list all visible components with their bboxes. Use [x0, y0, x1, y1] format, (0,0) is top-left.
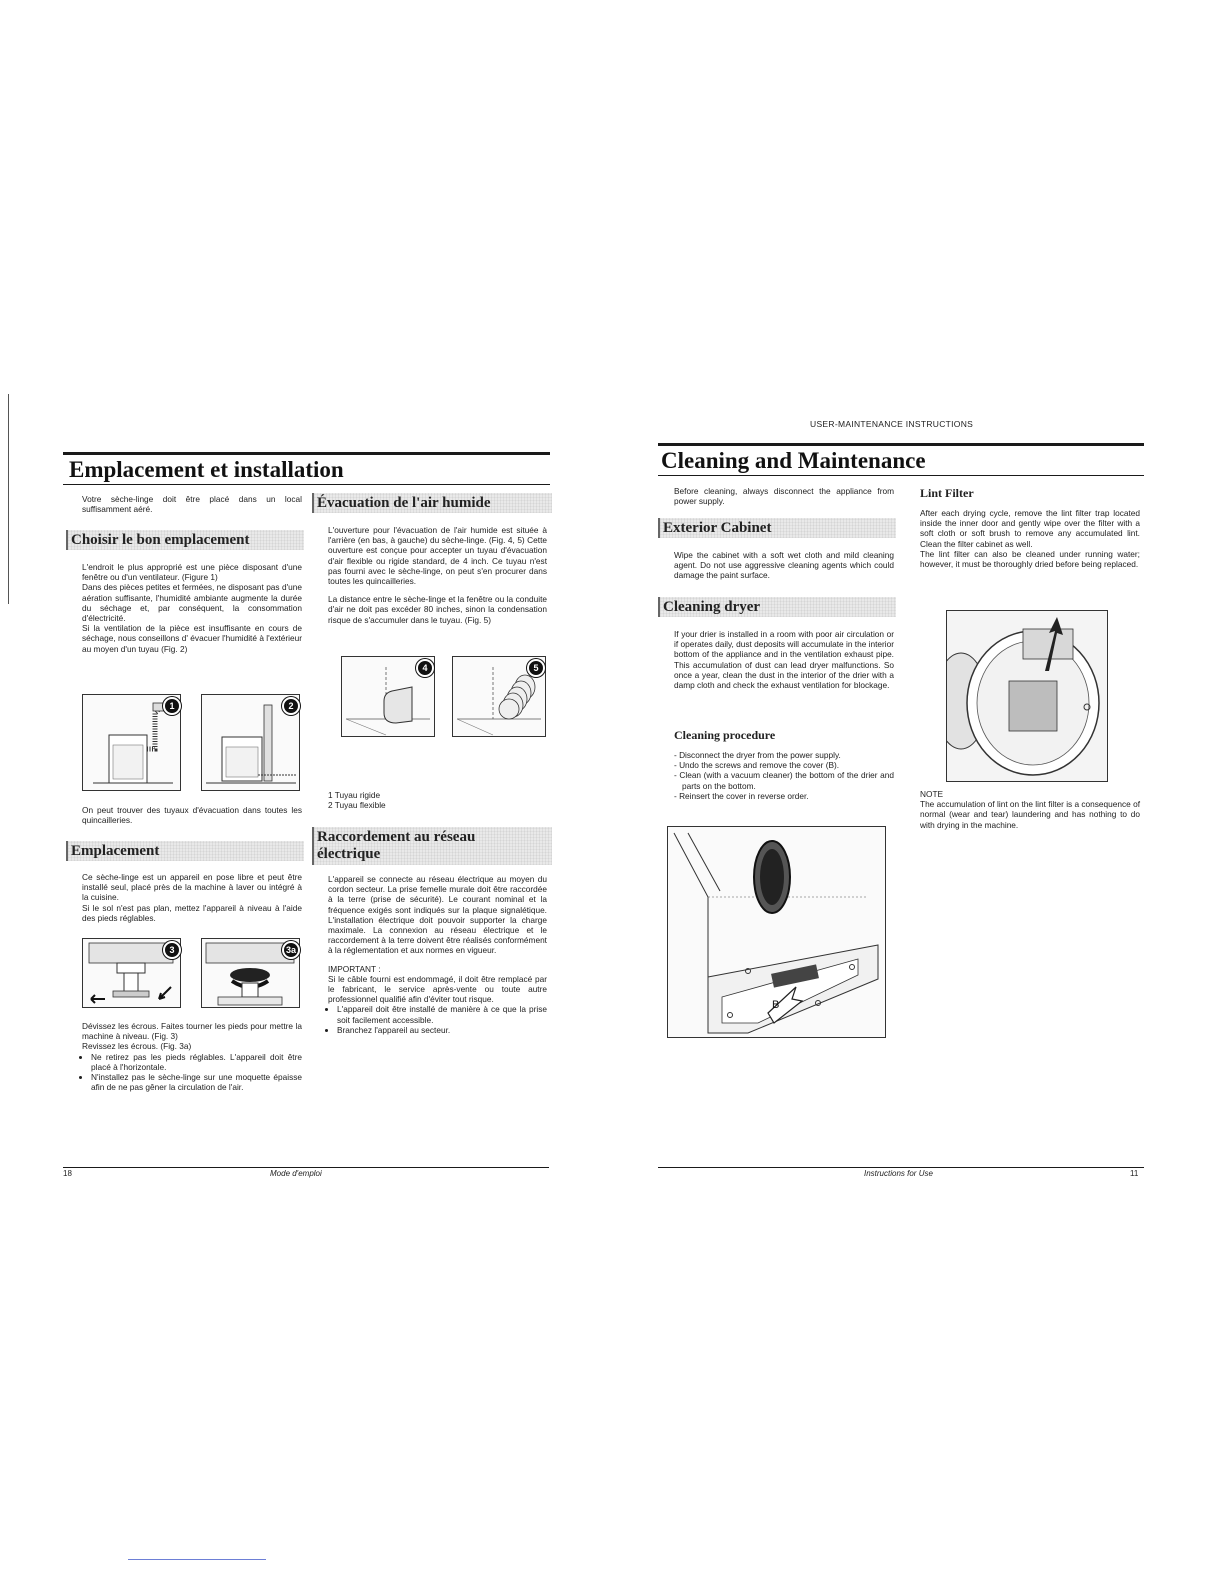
- right-footer-page: 11: [1130, 1169, 1139, 1178]
- heading-cleaning-procedure: Cleaning procedure: [674, 728, 776, 742]
- lint-p2: The lint filter can also be cleaned under running water; however, it must be thoroughly dried before being replaced.: [920, 548, 1140, 570]
- emplacement-p3: Dévissez les écrous. Faites tourner les pieds pour mettre la machine à niveau. (Fig. 3): [82, 1021, 302, 1042]
- legend-rigid: 1 Tuyau rigide: [328, 790, 381, 800]
- evacuation-text: [328, 525, 547, 625]
- legend-flexible: 2 Tuyau flexible: [328, 800, 386, 811]
- procedure-list: [674, 750, 894, 801]
- procedure-item-4: - Reinsert the cover in reverse order.: [674, 790, 809, 801]
- procedure-items: [674, 750, 894, 801]
- left-footer-page: 18: [63, 1169, 72, 1178]
- evacuation-p2: La distance entre le sèche-linge et la fenêtre ou la conduite d'air ne doit pas excéder 80 inches, sinon la condensation risque de s'accumuler dans le tuyau. (Fig. 5): [328, 594, 547, 625]
- figure-2-badge: 2: [282, 697, 300, 715]
- exterior-text: Wipe the cabinet with a soft wet cloth and mild cleaning agent. Do not use aggressive cleaning agents which could damage the paint surface.: [674, 550, 894, 581]
- procedure-item-3: - Clean (with a vacuum cleaner) the bottom of the drier and parts on the bottom.: [674, 770, 894, 791]
- heading-lint-filter: Lint Filter: [920, 486, 974, 500]
- note-block: [920, 789, 1140, 830]
- cleaning-dryer-text: If your drier is installed in a room with poor air circulation or if operates daily, dust deposits will accumulate in the interior bottom of the appliance and in the ventilation exhaust pipe. This accumulation of dust can lead dryer malfunctions. So once a year, clean the dust in the interior of the drier with a damp cloth and check the exhaust ventilation for blockage.: [674, 629, 894, 691]
- figure-label-b: B: [772, 999, 780, 1011]
- emplacement-bullet-2: • N'installez pas le sèche-linge sur une moquette épaisse afin de ne pas gêner la circulation de l'air.: [91, 1072, 302, 1092]
- emplacement-p2: Si le sol n'est pas plan, mettez l'appareil à niveau à l'aide des pieds réglables.: [82, 902, 302, 923]
- figure-bottom-cover: [667, 826, 886, 1038]
- lint-p1: After each drying cycle, remove the lint filter trap located inside the inner door and gently wipe over the filter with a soft cloth or soft brush to remove any accumulated lint. Clean the filter cabinet as well.: [920, 508, 1140, 549]
- figure-1: [82, 694, 181, 791]
- figure-5: [452, 656, 546, 737]
- figure-lint-filter-drawing: [947, 611, 1107, 781]
- figure-3-badge: 3: [163, 941, 181, 959]
- heading-raccordement-band: [312, 827, 552, 865]
- right-page: [612, 0, 1224, 1584]
- heading-raccordement-line1: Raccordement au réseau: [317, 829, 476, 845]
- left-intro: Votre sèche-linge doit être placé dans un local suffisamment aéré.: [82, 494, 302, 515]
- choisir-p2: Dans des pièces petites et fermées, ne disposant pas d'une aération suffisante, l'humidité ambiante augmente la durée du séchage et, par conséquent, la consommation d'électricité.: [82, 582, 302, 624]
- choisir-text: [82, 562, 302, 654]
- procedure-item-1: - Disconnect the dryer from the power supply.: [674, 750, 841, 760]
- heading-cleaning-dryer-band: [658, 597, 896, 617]
- right-title-top-rule: [658, 443, 1144, 446]
- raccordement-bullet-2: • Branchez l'appareil au secteur.: [337, 1025, 547, 1035]
- figure-4: [341, 656, 435, 737]
- heading-exterior: Exterior Cabinet: [663, 520, 772, 536]
- important-text: Si le câble fourni est endommagé, il doit être remplacé par le fabricant, le service après-vente ou toute autre professionnel qualifié afin d'éviter tout risque.: [328, 973, 547, 1005]
- heading-emplacement: Emplacement: [71, 843, 160, 859]
- figure-3: [82, 938, 181, 1008]
- emplacement-p4: Revissez les écrous. (Fig. 3a): [82, 1041, 192, 1052]
- heading-evacuation-band: [312, 493, 552, 513]
- lint-text: [920, 508, 1140, 569]
- raccordement-text: [328, 874, 547, 1035]
- important-label: IMPORTANT :: [328, 963, 381, 974]
- heading-emplacement-band: [66, 841, 304, 861]
- right-title-bottom-rule: [658, 475, 1144, 476]
- emplacement-bullet-1: • Ne retirez pas les pieds réglables. L'appareil doit être placé à l'horizontale.: [91, 1052, 302, 1072]
- running-header: USER-MAINTENANCE INSTRUCTIONS: [810, 419, 974, 429]
- heading-choisir: Choisir le bon emplacement: [71, 532, 250, 548]
- note-text: The accumulation of lint on the lint filter is a consequence of normal (wear and tear) laundering and has nothing to do with drying in the machine.: [920, 799, 1140, 830]
- figure-2: [201, 694, 300, 791]
- choisir-p1: L'endroit le plus approprié est une pièce disposant d'une fenêtre ou d'un ventilateur. (Figure 1): [82, 562, 302, 583]
- evacuation-p1: L'ouverture pour l'évacuation de l'air humide est située à l'arrière (en bas, à gauche) du sèche-linge. (Fig. 4, 5) Cette ouverture est conçue pour accepter un tuyau d'évacuation d'air flexible ou rigide standard, de 4 inch. Ce tuyau n'est pas fourni avec le sèche-linge, on peut s'en procurer dans toutes les quincailleries.: [328, 525, 547, 587]
- figure-5-badge: 5: [527, 659, 545, 677]
- emplacement-text-2: [82, 1021, 302, 1092]
- figure-lint-filter: [946, 610, 1108, 782]
- raccordement-bullets: [328, 1004, 547, 1035]
- right-footer-rule: [658, 1167, 1144, 1168]
- right-intro: Before cleaning, always disconnect the appliance from power supply.: [674, 486, 894, 507]
- binding-line: [8, 394, 9, 604]
- procedure-item-2: - Undo the screws and remove the cover (B).: [674, 760, 840, 771]
- right-footer-label: Instructions for Use: [864, 1169, 933, 1178]
- heading-evacuation: Évacuation de l'air humide: [317, 495, 491, 511]
- choisir-after-figs: On peut trouver des tuyaux d'évacuation dans toutes les quincailleries.: [82, 805, 302, 826]
- scan-mark: [128, 1559, 266, 1560]
- emplacement-p1: Ce sèche-linge est un appareil en pose libre et peut être installé seul, placé près de la machine à laver ou intégré à la cuisine.: [82, 872, 302, 903]
- right-page-title: Cleaning and Maintenance: [661, 448, 926, 473]
- figure-3a: [201, 938, 300, 1008]
- left-footer-rule: [63, 1167, 549, 1168]
- figure-3a-badge: 3a: [282, 941, 300, 959]
- evacuation-legend: [328, 790, 547, 810]
- choisir-p3: Si la ventilation de la pièce est insuffisante en cours de séchage, nous conseillons d' évacuer l'humidité à l'extérieur au moyen d'un tuyau (Fig. 2): [82, 623, 302, 654]
- left-footer-label: Mode d'emploi: [270, 1169, 322, 1178]
- heading-raccordement-line2: électrique: [317, 846, 381, 862]
- left-page-title: Emplacement et installation: [69, 457, 344, 482]
- raccordement-p1: L'appareil se connecte au réseau électrique au moyen du cordon secteur. La prise femelle murale doit être raccordée à la terre (prise de sécurité). Le courant nominal et la fréquence exigés sont indiqués sur la plaque signalétique. L'installation électrique doit pouvoir supporter la charge maximale. La connexion au réseau électrique et le raccordement à la terre doivent être réalisés conformément à la réglementation et aux normes en vigueur.: [328, 874, 547, 956]
- heading-exterior-band: [658, 518, 896, 538]
- raccordement-bullet-1: • L'appareil doit être installé de manière à ce que la prise soit facilement accessible.: [337, 1004, 547, 1024]
- heading-cleaning-dryer: Cleaning dryer: [663, 599, 761, 615]
- left-title-top-rule: [63, 452, 550, 455]
- emplacement-text: [82, 872, 302, 923]
- note-label: NOTE: [920, 789, 944, 799]
- figure-1-badge: 1: [163, 697, 181, 715]
- figure-4-badge: 4: [416, 659, 434, 677]
- left-title-bottom-rule: [63, 484, 550, 485]
- heading-choisir-band: [66, 530, 304, 550]
- emplacement-bullets: [82, 1052, 302, 1093]
